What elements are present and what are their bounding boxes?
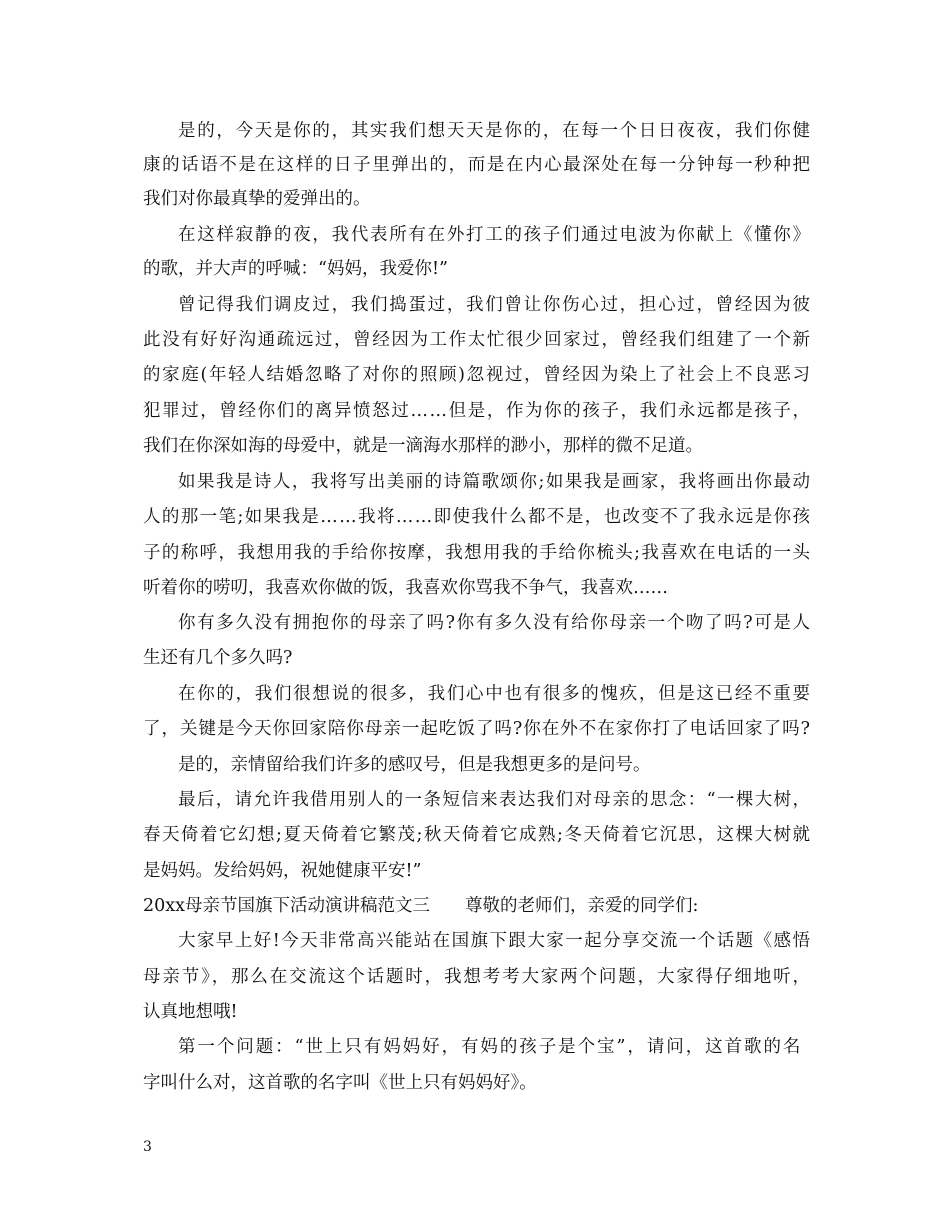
text-line: 人的那一笔;如果我是……我将……即使我什么都不是，也改变不了我永远是你孩	[143, 507, 812, 527]
text-line: 的歌，并大声的呼喊：“妈妈，我爱你!”	[143, 259, 448, 279]
text-line: 春天倚着它幻想;夏天倚着它繁茂;秋天倚着它成熟;冬天倚着它沉思，这棵大树就	[143, 825, 812, 845]
text-line: 母亲节》，那么在交流这个话题时，我想考考大家两个问题，大家得仔细地听，	[143, 967, 812, 987]
text-line: 此没有好好沟通疏远过，曾经因为工作太忙很少回家过，曾经我们组建了一个新	[143, 330, 812, 350]
text-line: 第一个问题：“世上只有妈妈好，有妈的孩子是个宝”，请问，这首歌的名	[178, 1037, 803, 1057]
text-line: 是的，今天是你的，其实我们想天天是你的，在每一个日日夜夜，我们你健	[178, 121, 812, 141]
text-line: 了，关键是今天你回家陪你母亲一起吃饭了吗?你在外不在家你打了电话回家了吗?	[143, 719, 812, 739]
text-line: 在你的，我们很想说的很多，我们心中也有很多的愧疚，但是这已经不重要	[178, 684, 812, 704]
text-line: 认真地想哦!	[143, 1002, 238, 1022]
text-line: 字叫什么对，这首歌的名字叫《世上只有妈妈好》。	[143, 1073, 537, 1093]
text-line: 在这样寂静的夜，我代表所有在外打工的孩子们通过电波为你献上《懂你》	[178, 225, 812, 245]
text-line: 如果我是诗人，我将写出美丽的诗篇歌颂你;如果我是画家，我将画出你最动	[178, 472, 812, 492]
text-line: 听着你的唠叨，我喜欢你做的饭，我喜欢你骂我不争气，我喜欢……	[143, 578, 668, 598]
text-line: 是妈妈。发给妈妈，祝她健康平安!”	[143, 861, 422, 881]
text-line: 子的称呼，我想用我的手给你按摩，我想用我的手给你梳头;我喜欢在电话的一头	[143, 543, 812, 563]
section-heading-line: 20xx母亲节国旗下活动演讲稿范文三 尊敬的老师们，亲爱的同学们:	[143, 896, 699, 916]
text-line: 我们在你深如海的母爱中，就是一滴海水那样的渺小，那样的微不足道。	[143, 436, 703, 456]
text-line: 是的，亲情留给我们许多的感叹号，但是我想更多的是问号。	[178, 755, 651, 775]
text-line: 生还有几个多久吗?	[143, 648, 293, 668]
text-line: 我们对你最真挚的爱弹出的。	[143, 189, 371, 209]
text-line: 曾记得我们调皮过，我们捣蛋过，我们曾让你伤心过，担心过，曾经因为彼	[178, 295, 812, 315]
text-line: 大家早上好!今天非常高兴能站在国旗下跟大家一起分享交流一个话题《感悟	[178, 931, 812, 951]
text-line: 最后，请允许我借用别人的一条短信来表达我们对母亲的思念：“一棵大树，	[178, 790, 812, 810]
text-line: 康的话语不是在这样的日子里弹出的，而是在内心最深处在每一分钟每一秒种把	[143, 155, 812, 175]
page-number: 3	[143, 1139, 152, 1155]
text-line: 你有多久没有拥抱你的母亲了吗?你有多久没有给你母亲一个吻了吗?可是人	[178, 613, 812, 633]
text-line: 犯罪过，曾经你们的离异愤怒过……但是，作为你的孩子，我们永远都是孩子，	[143, 401, 812, 421]
text-line: 的家庭(年轻人结婚忽略了对你的照顾)忽视过，曾经因为染上了社会上不良恶习	[143, 365, 812, 385]
